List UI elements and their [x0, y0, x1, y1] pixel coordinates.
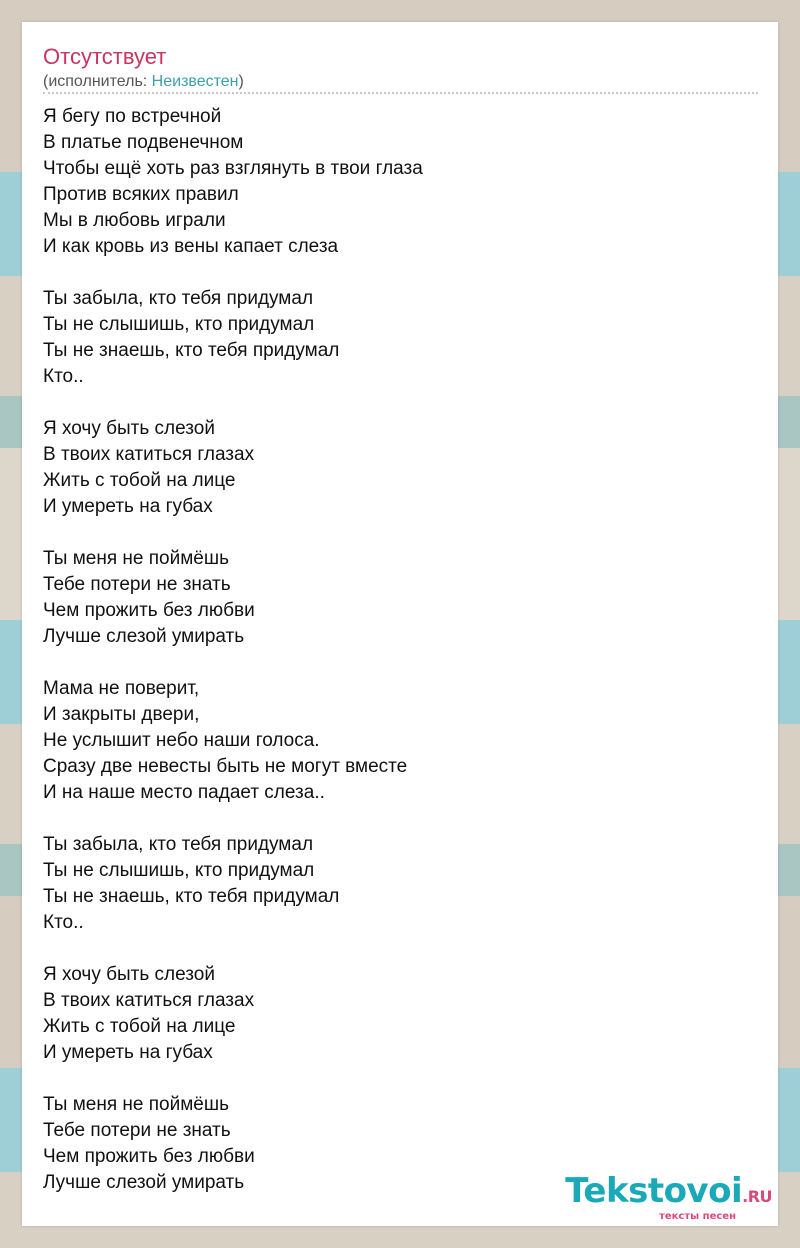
- lyrics-line: Ты забыла, кто тебя придумал: [43, 834, 314, 855]
- lyrics-line: В твоих катиться глазах: [43, 990, 255, 1011]
- lyrics-line: Ты меня не поймёшь: [43, 1094, 229, 1115]
- lyrics-stanza: [43, 832, 743, 936]
- lyrics-line: Ты не знаешь, кто тебя придумал: [43, 886, 340, 907]
- lyrics-line: Ты не знаешь, кто тебя придумал: [43, 340, 340, 361]
- lyrics-line: Чем прожить без любви: [43, 600, 255, 621]
- lyrics-line: Против всяких правил: [43, 184, 239, 205]
- lyrics-line: Мы в любовь играли: [43, 210, 226, 231]
- lyrics-stanza: [43, 676, 743, 806]
- lyrics-line: Ты забыла, кто тебя придумал: [43, 288, 314, 309]
- lyrics-line: В твоих катиться глазах: [43, 444, 255, 465]
- artist-suffix: ): [238, 73, 244, 90]
- lyrics-line: Я хочу быть слезой: [43, 418, 215, 439]
- lyrics-line: Лучше слезой умирать: [43, 626, 245, 647]
- artist-link[interactable]: Неизвестен: [151, 73, 239, 90]
- lyrics-line: Жить с тобой на лице: [43, 470, 236, 491]
- lyrics-line: Тебе потери не знать: [43, 1120, 231, 1141]
- logo-wordmark: [565, 1172, 772, 1216]
- lyrics-line: Я хочу быть слезой: [43, 964, 215, 985]
- lyrics-stanza: [43, 546, 743, 650]
- title-divider: [43, 92, 758, 94]
- lyrics-line: Кто..: [43, 912, 84, 933]
- lyrics-line: Не услышит небо наши голоса.: [43, 730, 320, 751]
- lyrics-line: Жить с тобой на лице: [43, 1016, 236, 1037]
- artist-prefix: (исполнитель:: [43, 73, 152, 90]
- lyrics-line: Лучше слезой умирать: [43, 1172, 245, 1193]
- lyrics-line: Ты меня не поймёшь: [43, 548, 229, 569]
- lyrics-line: Мама не поверит,: [43, 678, 200, 699]
- lyrics-line: И умереть на губах: [43, 1042, 213, 1063]
- lyrics-line: Чем прожить без любви: [43, 1146, 255, 1167]
- logo-name: Tekstovoi: [565, 1171, 743, 1211]
- logo-tagline: тексты песен: [659, 1211, 736, 1222]
- lyrics-text: [43, 104, 743, 1222]
- lyrics-line: Я бегу по встречной: [43, 106, 222, 127]
- lyrics-line: Тебе потери не знать: [43, 574, 231, 595]
- lyrics-stanza: [43, 286, 743, 390]
- artist-line: [43, 72, 244, 92]
- site-logo[interactable]: [565, 1172, 772, 1222]
- lyrics-line: Чтобы ещё хоть раз взглянуть в твои глаза: [43, 158, 423, 179]
- lyrics-stanza: [43, 416, 743, 520]
- lyrics-card: [22, 22, 778, 1226]
- lyrics-line: И умереть на губах: [43, 496, 213, 517]
- lyrics-stanza: [43, 962, 743, 1066]
- lyrics-line: И как кровь из вены капает слеза: [43, 236, 339, 257]
- lyrics-stanza: [43, 104, 743, 260]
- lyrics-line: Сразу две невесты быть не могут вместе: [43, 756, 408, 777]
- lyrics-line: И закрыты двери,: [43, 704, 200, 725]
- logo-tld: .RU: [742, 1187, 772, 1206]
- lyrics-line: Кто..: [43, 366, 84, 387]
- lyrics-line: Ты не слышишь, кто придумал: [43, 314, 315, 335]
- lyrics-line: И на наше место падает слеза..: [43, 782, 325, 803]
- lyrics-line: В платье подвенечном: [43, 132, 244, 153]
- song-title: Отсутствует: [43, 44, 167, 69]
- lyrics-line: Ты не слышишь, кто придумал: [43, 860, 315, 881]
